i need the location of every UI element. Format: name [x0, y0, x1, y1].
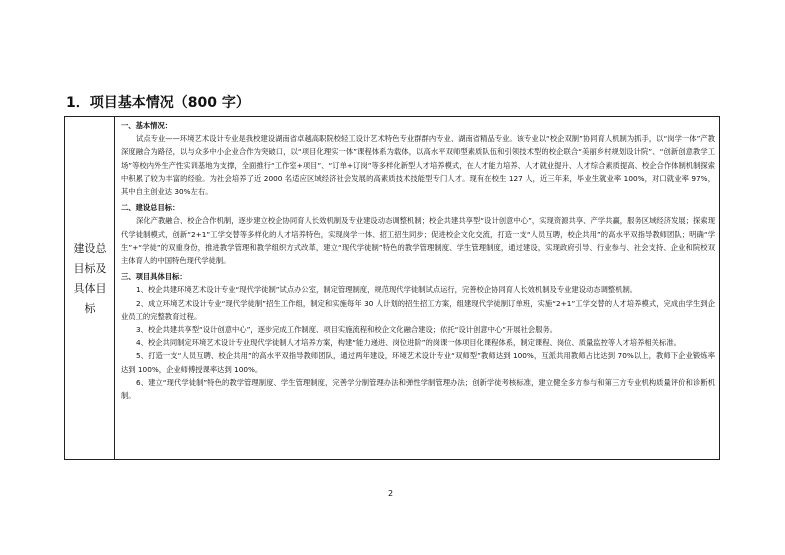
goal-item-2: 2、成立环境艺术设计专业“现代学徒制”招生工作组，制定和实施每年 30 人计划的招生招工方案，组建现代学徒制订单班，实施“2+1”工学交替的人才培养模式，完成由学生到企业员工的完整教育过程。: [121, 298, 715, 321]
paragraph-basic: 试点专业——环境艺术设计专业是我校建设湖南省卓越高职院校轻工设计艺术特色专业群群内专业、湖南省精品专业。该专业以“校企双制”协同育人机制为抓手，以“岗学一体”产教深度融合为路径，以与众多中小企业合作为突破口，以“项目化理实一体”课程体系为载体，以高水平双师型素质队伍和引领技术型的校企联合“美丽乡村规划设计院”、“创新创意教学工场”等校内外生产性实训基地为支撑，全面推行“工作室+项目”、“订单+订岗”等多样化新型人才培养模式，在人才能力培养、人才就业提升、人才综合素质提高、校企合作体制机制探索中积累了较为丰富的经验。为社会培养了近 2000 名适应区域经济社会发展的高素质技术技能型专门人才。现有在校生 127 人，近三年来，毕业生就业率 100%，对口就业率 97%，其中自主创业达 30%左右。: [121, 134, 715, 197]
goal-item-4: 4、校企共同制定环境艺术设计专业现代学徒制人才培养方案，构建“能力递进、岗位进阶”的岗课一体项目化课程体系，制定课程、岗位、质量监控等人才培养相关标准。: [136, 338, 681, 348]
goal-item-1: 1、校企共建环境艺术设计专业“现代学徒制”试点办公室，制定管理制度，规范现代学徒制试点运行，完善校企协同育人长效机制及专业建设动态调整机制。: [136, 285, 638, 295]
content-cell: [121, 119, 715, 402]
goal-item-3: 3、校企共建共享型“设计创意中心”，逐步完成工作制度、项目实施流程和校企文化融合建设；依托“设计创意中心”开展社会服务。: [136, 325, 558, 335]
page-number: 2: [388, 489, 394, 498]
goal-item-6: 6、建立“现代学徒制”特色的教学管理制度、学生管理制度，完善学分制管理办法和弹性学制管理办法；创新学徒考核标准，建立健全多方参与和第三方专业机构质量评价和诊断机制。: [121, 377, 715, 401]
section-title-overall-goal: 二、建设总目标：: [121, 203, 180, 213]
row-label: 建设总目标及具体目标: [73, 242, 107, 315]
row-label-cell: [65, 117, 115, 459]
section-title-basic: 一、基本情况：: [121, 121, 173, 130]
paragraph-overall-goal: 深化产教融合、校企合作机制，逐步建立校企协同育人长效机制及专业建设动态调整机制；校企共建共享型“设计创意中心”，实现资源共享、产学共赢，服务区域经济发展；探索现代学徒制模式，创新“2+1”工学交替等多样化的人才培养特色，实现岗学一体、招工招生同步；促进校企文化交流，打造一支“人员互聘，校企共用”的高水平双指导教师团队；明确“学生”+“学徒”的双重身份，推进教学管理和教学组织方式改革，建立“现代学徒制”特色的教学管理制度、学生管理制度，通过建设，实现政府引导、行业参与、社会支持、企业和院校双主体育人的中国特色现代学徒制。: [121, 216, 715, 266]
section-heading: 1．项目基本情况（800 字）: [66, 95, 250, 111]
project-table: [64, 116, 720, 460]
section-title-specific-goals: 三、项目具体目标：: [121, 272, 187, 282]
goal-item-5: 5、打造一支“人员互聘、校企共用”的高水平双指导教师团队，通过两年建设，环境艺术设计专业“双师型”教师达到 100%，互派共用教师占比达到 70%以上，教师下企业锻炼率达到 100%，企业师傅授课率达到 100%。: [121, 351, 715, 374]
